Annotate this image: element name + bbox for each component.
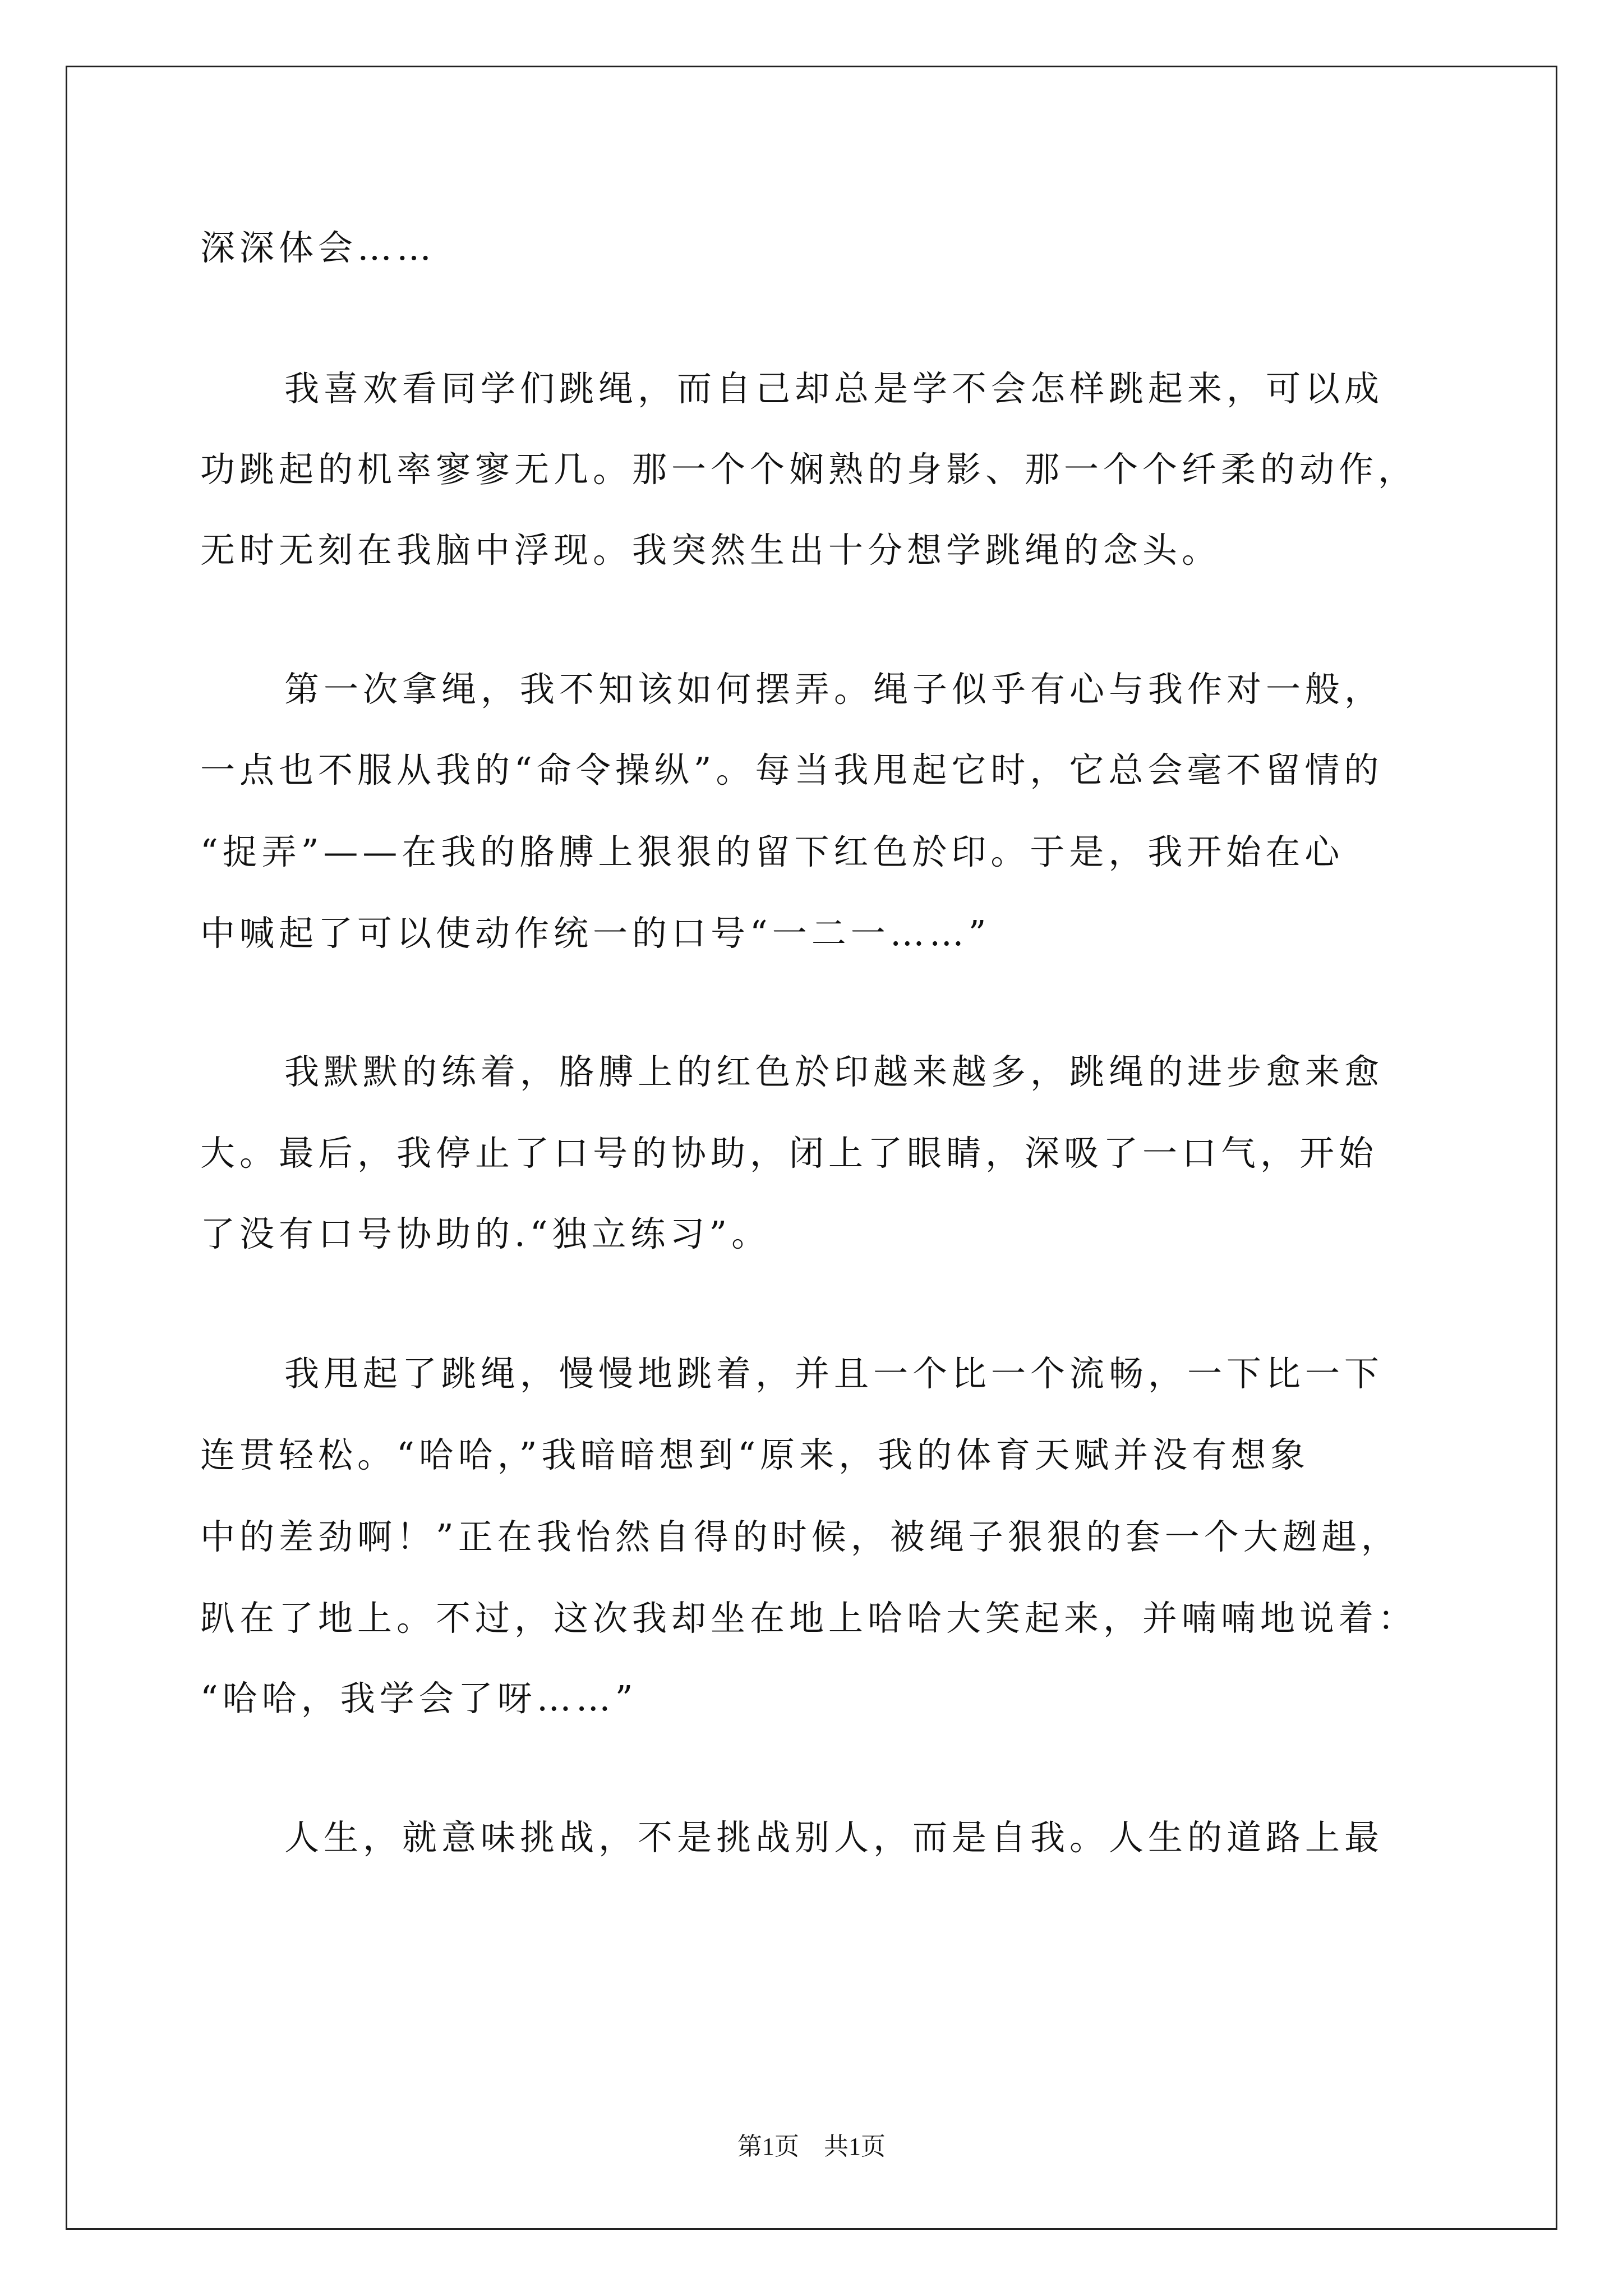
page-footer: 第1页 共1页 xyxy=(737,2133,886,2160)
text-line: 一点也不服从我的“命令操纵”。每当我甩起它时，它总会毫不留情的 xyxy=(200,749,1384,790)
text-line: 功跳起的机率寥寥无几。那一个个娴熟的身影、那一个个纤柔的动作， xyxy=(200,449,1418,490)
text-line: “哈哈，我学会了呀……” xyxy=(200,1678,638,1719)
text-line: 了没有口号协助的.“独立练习”。 xyxy=(200,1213,771,1254)
text-line: 连贯轻松。“哈哈，”我暗暗想到“原来，我的体育天赋并没有想象 xyxy=(200,1434,1310,1475)
text-line: 深深体会…… xyxy=(200,227,436,268)
paragraph-first-line: 我甩起了跳绳，慢慢地跳着，并且一个比一个流畅，一下比一下 xyxy=(284,1353,1384,1394)
text-line: 趴在了地上。不过，这次我却坐在地上哈哈大笑起来，并喃喃地说着： xyxy=(200,1598,1418,1639)
text-line: “捉弄”——在我的胳膊上狠狠的留下红色於印。于是，我开始在心 xyxy=(200,831,1344,872)
text-line: 无时无刻在我脑中浮现。我突然生出十分想学跳绳的念头。 xyxy=(200,530,1221,570)
paragraph-first-line: 我喜欢看同学们跳绳，而自己却总是学不会怎样跳起来，可以成 xyxy=(284,368,1384,409)
text-line: 中喊起了可以使动作统一的口号“一二一……” xyxy=(200,913,991,954)
paragraph-first-line: 我默默的练着，胳膊上的红色於印越来越多，跳绳的进步愈来愈 xyxy=(284,1051,1384,1092)
text-line: 大。最后，我停止了口号的协助，闭上了眼睛，深吸了一口气，开始 xyxy=(200,1133,1378,1174)
paragraph-first-line: 第一次拿绳，我不知该如何摆弄。绳子似乎有心与我作对一般， xyxy=(284,669,1384,710)
paragraph-first-line: 人生，就意味挑战，不是挑战别人，而是自我。人生的道路上最 xyxy=(284,1817,1384,1858)
text-line: 中的差劲啊！”正在我怡然自得的时候，被绳子狠狠的套一个大趔趄， xyxy=(200,1516,1400,1557)
